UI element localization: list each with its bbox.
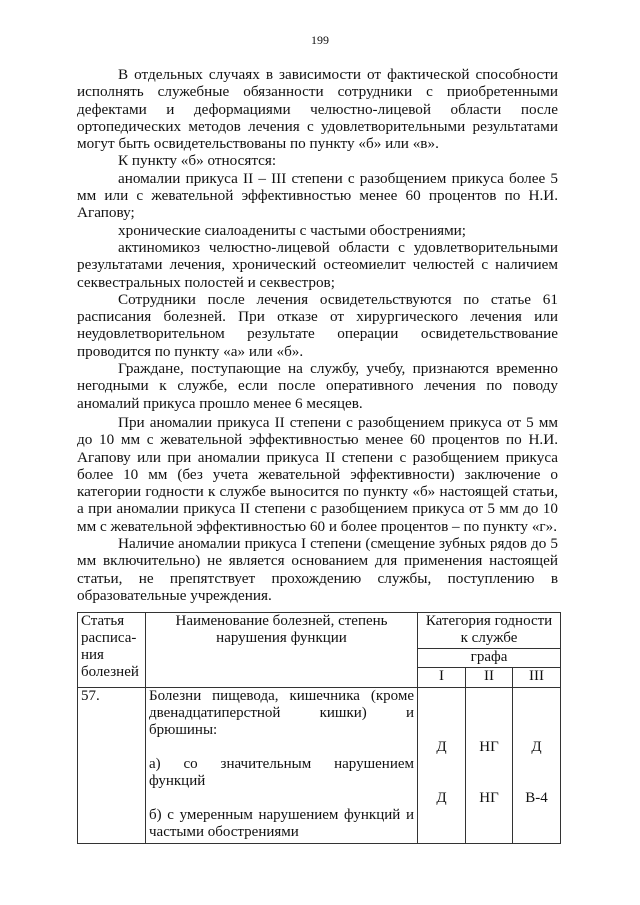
row-description — [146, 688, 418, 844]
paragraph-sialoadenitis: хронические сиалоадениты с частыми обострениями; — [118, 221, 467, 239]
item-b-col-3: В-4 — [525, 790, 548, 806]
header-disease-name-text: Наименование болезней, степень нарушения функции — [175, 613, 388, 646]
disease-schedule-table — [77, 612, 561, 844]
paragraph-point-b-intro: К пункту «б» относятся: — [118, 152, 277, 170]
header-grafa: графа — [418, 649, 561, 668]
row-item-a: а) со значительным нарушением функций — [149, 756, 414, 789]
paragraph-bite-anomalies: аномалии прикуса II – III степени с разобщением прикуса более 5 мм или с жевательной эффективностью менее 60 процентов по Н.И. Агапову; — [77, 169, 558, 222]
paragraph-bite-grade-2: При аномалии прикуса II степени с разобщением прикуса от 5 мм до 10 мм с жевательной эффективностью менее 60 процентов по Н.И. Агапову или при аномалии прикуса II степени с разобщением прикуса более 10 мм (без учета жевательной эффективности) заключение о категории годности к службе выносится по пункту «б» настоящей статьи, а при аномалии прикуса II степени с разобщением прикуса от 5 мм до 10 мм с жевательной эффективностью 60 и более процентов – по пункту «г». — [77, 413, 558, 535]
header-disease-name — [146, 613, 418, 688]
row-col-1 — [418, 688, 466, 844]
paragraph-fitness-exceptions: В отдельных случаях в зависимости от фактической способности исполнять служебные обязанности сотрудники с приобретенными дефектами и деформациями челюстно-лицевой области после ортопедических методов лечения с удовлетворительными результатами могут быть освидетельствованы по пункту «б» или «в». — [77, 66, 558, 153]
item-b-col-2: НГ — [479, 790, 499, 806]
row-col-3 — [513, 688, 561, 844]
item-a-col-2: НГ — [479, 739, 499, 755]
page-number: 199 — [311, 33, 329, 47]
paragraph-bite-grade-1: Наличие аномалии прикуса I степени (смещение зубных рядов до 5 мм включительно) не является основанием для применения настоящей статьи, не препятствует прохождению службы, поступлению в образовательные учреждения. — [77, 535, 558, 604]
paragraph-temporarily-unfit: Граждане, поступающие на службу, учебу, признаются временно негодными к службе, если после оперативного лечения по поводу аномалий прикуса прошло менее 6 месяцев. — [77, 360, 558, 412]
row-title: Болезни пищевода, кишечника (кроме двенадцатиперстной кишки) и брюшины: — [149, 688, 414, 738]
row-item-b: б) с умеренным нарушением функций и частыми обострениями — [149, 807, 414, 840]
header-col-1: I — [418, 668, 466, 688]
item-a-col-3: Д — [531, 739, 542, 755]
table-row — [78, 688, 561, 844]
header-col-3: III — [513, 668, 561, 688]
header-col-2: II — [466, 668, 513, 688]
item-a-col-1: Д — [436, 739, 447, 755]
paragraph-actinomycosis: актиномикоз челюстно-лицевой области с удовлетворительными результатами лечения, хронический остеомиелит челюстей с наличием секвестральных полостей и секвестров; — [77, 238, 558, 291]
header-category: Категория годности к службе — [418, 613, 561, 649]
row-col-2 — [466, 688, 513, 844]
item-b-col-1: Д — [436, 790, 447, 806]
row-article: 57. — [78, 688, 146, 844]
body-text — [77, 66, 558, 604]
header-article: Статья расписа-ния болезней — [78, 613, 146, 688]
paragraph-article-61: Сотрудники после лечения освидетельствуются по статье 61 расписания болезней. При отказе от хирургического лечения или неудовлетворительном результате операции освидетельствование проводится по пункту «а» или «б». — [77, 290, 558, 360]
